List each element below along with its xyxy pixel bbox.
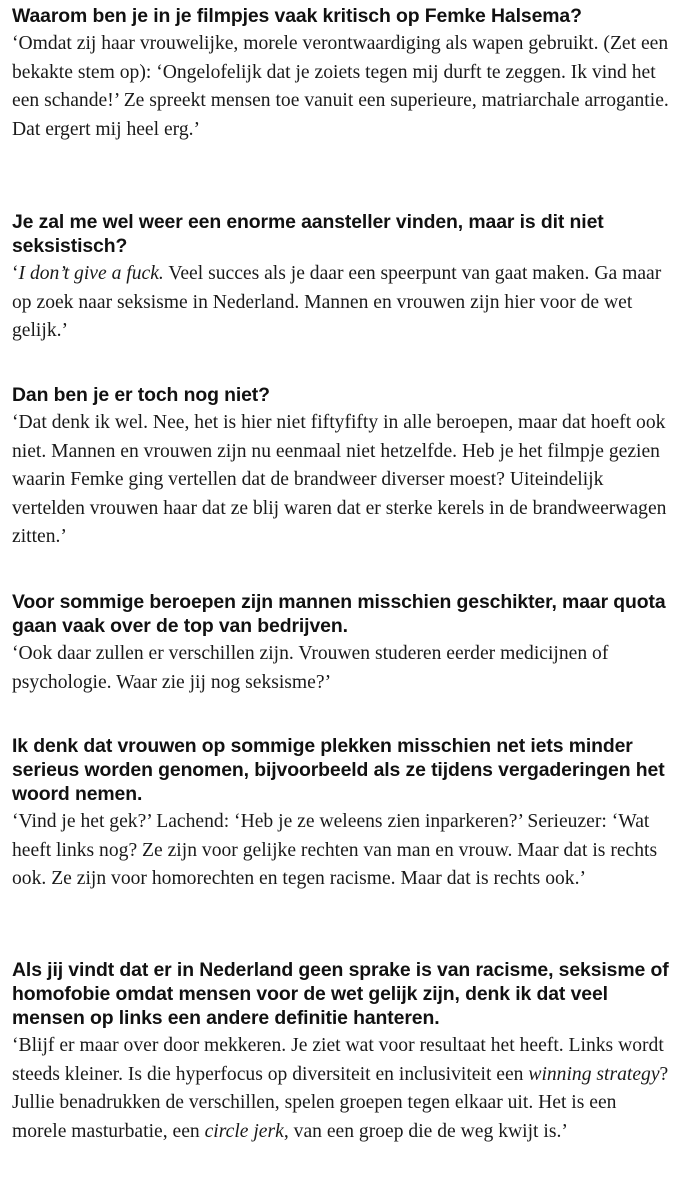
interview-question: Je zal me wel weer een enorme aansteller vinden, maar is dit niet seksistisch? [12,211,604,257]
interview-question: Voor sommige beroepen zijn mannen misschien geschikter, maar quota gaan vaak over de top van bedrijven. [12,591,666,637]
answer-text: ‘Vind je het gek?’ Lachend: ‘Heb je ze weleens zien inparkeren?’ Serieuzer: ‘Wat heeft links nog? Ze zijn voor gelijke rechten van man en vrouw. Maar dat is rechts ook. Ze zijn voor homorechten en tegen racisme. Maar dat is rechts ook.’ [12,811,658,889]
interview-question: Als jij vindt dat er in Nederland geen sprake is van racisme, seksisme of homofobie omdat mensen voor de wet gelijk zijn, denk ik dat veel mensen op links een andere definitie hanteren. [12,959,669,1029]
qa-block [12,590,674,697]
answer-text: ? Jullie benadrukken de verschillen, spelen groepen tegen elkaar uit. Het is een morele masturbatie, een [12,1063,669,1142]
answer-text-italic: winning strategy [528,1063,660,1085]
answer-text: ‘ [12,263,19,284]
qa-block [12,210,674,346]
answer-text: ‘Ook daar zullen er verschillen zijn. Vrouwen studeren eerder medicijnen of psychologie. Waar zie jij nog seksisme?’ [12,643,609,693]
interview-answer [12,30,674,144]
answer-text: ‘Dat denk ik wel. Nee, het is hier niet fiftyfifty in alle beroepen, maar dat hoeft ook niet. Mannen en vrouwen zijn nu eenmaal niet hetzelfde. Heb je het filmpje gezien waarin Femke ging vertellen dat de brandweer diverser moest? Uiteindelijk vertelden vrouwen haar dat ze blij waren dat er sterke kerels in de brandweerwagen zitten.’ [12,412,667,547]
answer-text: ‘Omdat zij haar vrouwelijke, morele verontwaardiging als wapen gebruikt. (Zet een bekakte stem op): ‘Ongelofelijk dat je zoiets tegen mij durft te zeggen. Ik vind het een schande!’ Ze spreekt mensen toe vanuit een superieure, matriarchale arrogantie. Dat ergert mij heel erg.’ [12,33,669,140]
qa-block [12,4,674,144]
interview-question: Ik denk dat vrouwen op sommige plekken misschien net iets minder serieus worden genomen, bijvoorbeeld als ze tijdens vergaderingen het woord nemen. [12,735,665,805]
answer-text-italic: circle jerk [204,1120,284,1142]
interview-answer [12,260,674,346]
interview-answer [12,640,674,697]
answer-text: , van een groep die de weg kwijt is.’ [283,1120,568,1142]
interview-answer [12,808,674,894]
qa-block [12,734,674,894]
answer-text-italic: I don’t give a fuck. [18,263,164,284]
interview-question: Waarom ben je in je filmpjes vaak kritisch op Femke Halsema? [12,5,582,27]
interview-question: Dan ben je er toch nog niet? [12,384,270,406]
answer-text: ‘Blijf er maar over door mekkeren. Je ziet wat voor resultaat het heeft. Links wordt steeds kleiner. Is die hyperfocus op diversiteit en inclusiviteit een [12,1035,664,1085]
qa-block [12,383,674,552]
answer-text: Veel succes als je daar een speerpunt van gaat maken. Ga maar op zoek naar seksisme in Nederland. Mannen en vrouwen zijn hier voor de wet gelijk.’ [12,263,662,341]
qa-block [12,958,674,1146]
interview-answer [12,1032,674,1146]
interview-answer [12,409,674,552]
